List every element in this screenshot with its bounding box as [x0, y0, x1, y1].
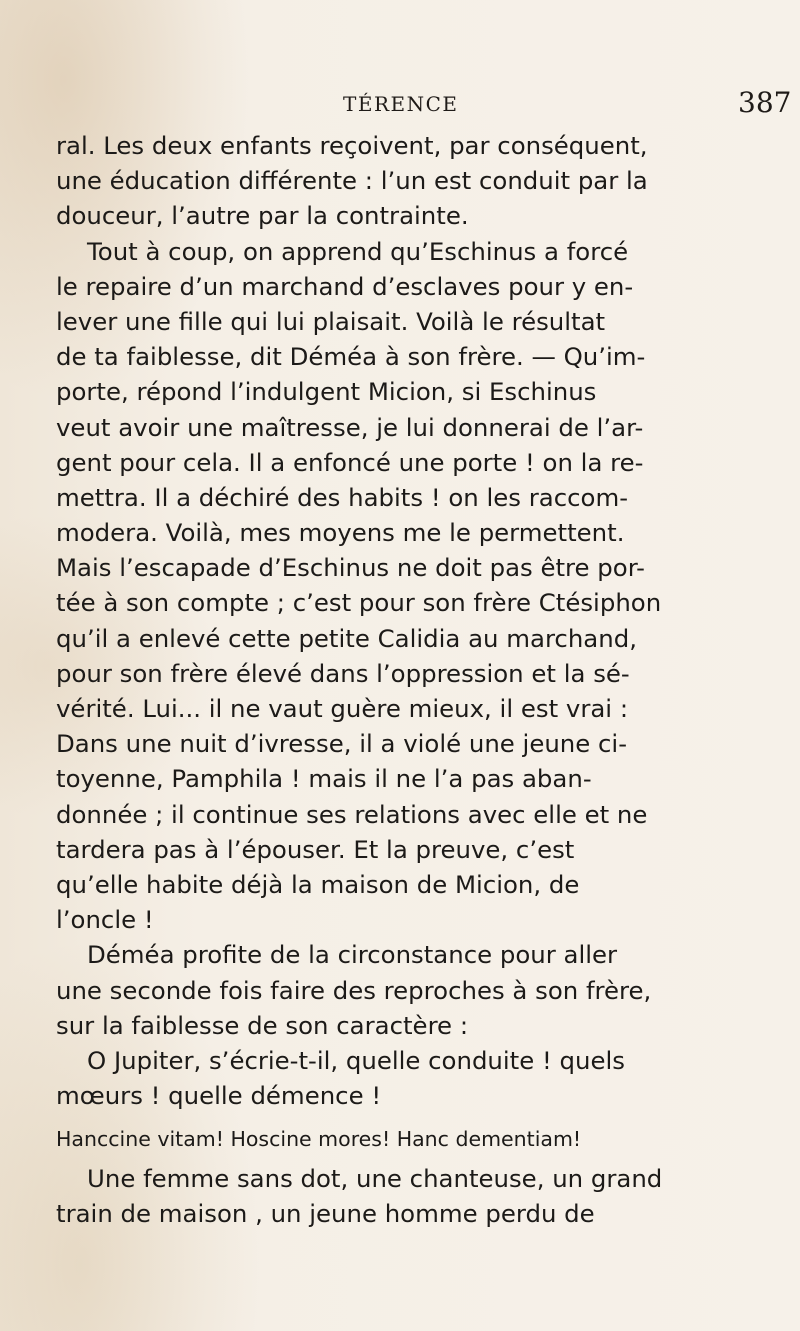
text-line: donnée ; il continue ses relations avec elle et ne [56, 799, 648, 829]
page-number: 387 [738, 86, 792, 119]
text-line: qu’il a enlevé cette petite Calidia au marchand, [56, 623, 637, 653]
text-line: sur la faiblesse de son caractère : [56, 1010, 469, 1040]
text-line: pour son frère élevé dans l’oppression et la sé- [56, 658, 630, 688]
running-head-title: TÉRENCE [343, 92, 459, 116]
text-line: Déméa profite de la circonstance pour aller [56, 940, 618, 970]
latin-quotation: Hanccine vitam! Hoscine mores! Hanc dementiam! [56, 1127, 582, 1152]
text-line: toyenne, Pamphila ! mais il ne l’a pas aban- [56, 764, 592, 794]
text-line: mettra. Il a déchiré des habits ! on les raccom- [56, 482, 629, 512]
text-line: tardera pas à l’épouser. Et la preuve, c’est [56, 834, 575, 864]
text-line: Tout à coup, on apprend qu’Eschinus a forcé [56, 236, 629, 266]
text-line: train de maison , un jeune homme perdu de [56, 1199, 595, 1229]
text-line: mœurs ! quelle démence ! [56, 1081, 382, 1111]
text-line: vérité. Lui... il ne vaut guère mieux, il est vrai : [56, 694, 629, 723]
text-line: O Jupiter, s’écrie-t-il, quelle conduite ! quels [56, 1045, 625, 1075]
text-line: le repaire d’un marchand d’esclaves pour y en- [56, 271, 634, 301]
text-line: Mais l’escapade d’Eschinus ne doit pas être por- [56, 553, 645, 583]
text-line: modera. Voilà, mes moyens me le permettent. [56, 518, 625, 548]
text-line: porte, répond l’indulgent Micion, si Eschinus [56, 377, 597, 407]
text-line: de ta faiblesse, dit Déméa à son frère. — Qu’im- [56, 342, 646, 372]
text-line: une éducation différente : l’un est conduit par la [56, 166, 648, 196]
text-line: tée à son compte ; c’est pour son frère Ctésiphon [56, 588, 662, 618]
text-line: qu’elle habite déjà la maison de Micion, de [56, 869, 580, 899]
text-line: veut avoir une maîtresse, je lui donnerai de l’ar- [56, 412, 644, 442]
text-line: une seconde fois faire des reproches à son frère, [56, 975, 652, 1005]
text-line: l’oncle ! [56, 905, 154, 935]
text-line: ral. Les deux enfants reçoivent, par conséquent, [56, 131, 648, 160]
text-line: douceur, l’autre par la contrainte. [56, 201, 469, 231]
text-line: Dans une nuit d’ivresse, il a violé une jeune ci- [56, 729, 628, 759]
text-line: gent pour cela. Il a enfoncé une porte ! on la re- [56, 447, 644, 477]
text-line: lever une fille qui lui plaisait. Voilà le résultat [56, 306, 606, 336]
text-line: Une femme sans dot, une chanteuse, un grand [56, 1164, 663, 1194]
running-head [0, 86, 800, 126]
body-text [56, 128, 734, 1232]
